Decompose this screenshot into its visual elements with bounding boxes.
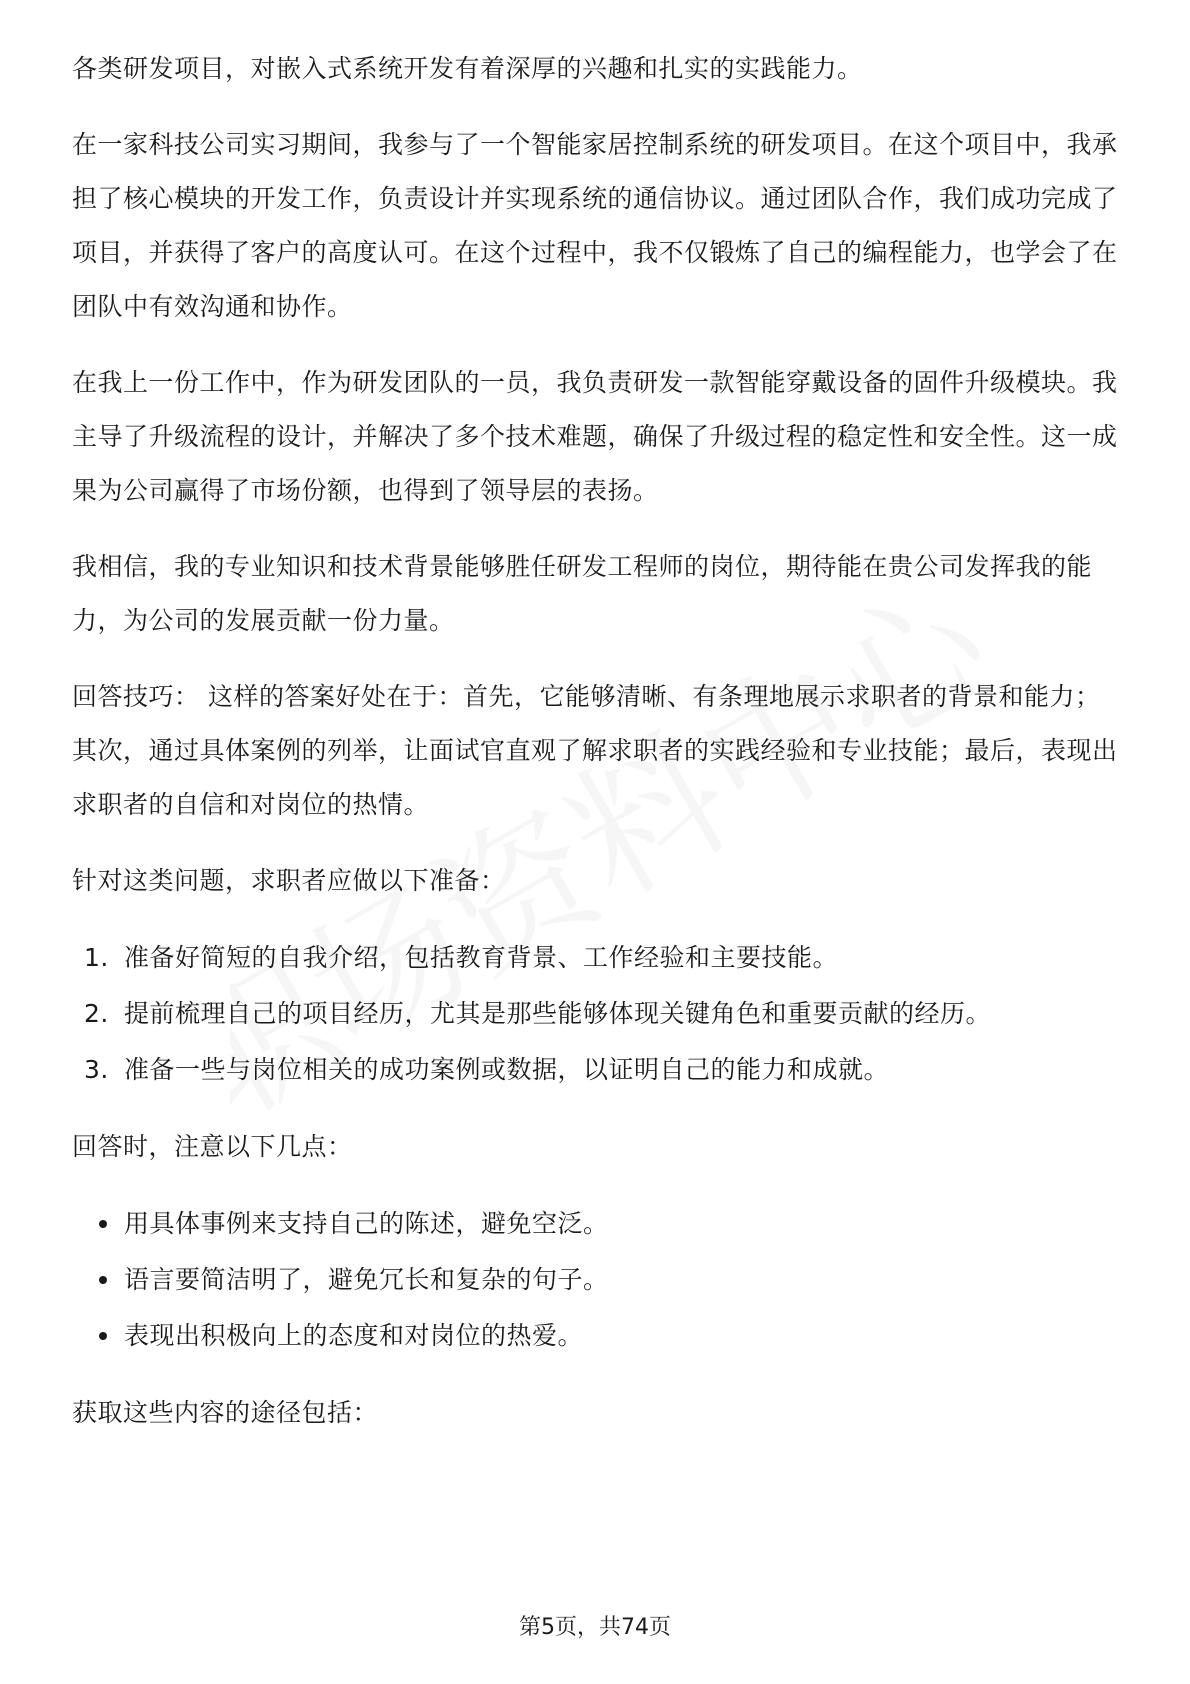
bullet-dot bbox=[99, 1220, 107, 1228]
list-item bbox=[72, 1196, 1122, 1252]
list-item-text: 用具体事例来支持自己的陈述，避免空泛。 bbox=[124, 1209, 609, 1238]
attention-list bbox=[72, 1196, 1122, 1364]
answer-tips-paragraph: 回答技巧： 这样的答案好处在于：首先，它能够清晰、有条理地展示求职者的背景和能力；其次，通过具体案例的列举，让面试官直观了解求职者的实践经验和专业技能；最后，表现出求职者的自信和对岗位的热情。 bbox=[72, 682, 1118, 819]
document-body bbox=[72, 42, 1122, 1462]
list-item-text: 提前梳理自己的项目经历，尤其是那些能够体现关键角色和重要贡献的经历。 bbox=[124, 999, 992, 1028]
preparation-list bbox=[72, 930, 1122, 1098]
list-item bbox=[72, 1042, 1122, 1098]
list-item bbox=[72, 1252, 1122, 1308]
bullet-dot bbox=[99, 1332, 107, 1340]
list-number: 3. bbox=[84, 1055, 109, 1084]
watermark-text: 职场资料中心 bbox=[230, 600, 990, 1157]
list-item bbox=[72, 986, 1122, 1042]
paragraph: 各类研发项目，对嵌入式系统开发有着深厚的兴趣和扎实的实践能力。 bbox=[72, 54, 863, 83]
paragraph: 我相信，我的专业知识和技术背景能够胜任研发工程师的岗位，期待能在贵公司发挥我的能力，为公司的发展贡献一份力量。 bbox=[72, 552, 1093, 635]
list-item-text: 表现出积极向上的态度和对岗位的热爱。 bbox=[124, 1321, 584, 1350]
list-item-text: 准备好简短的自我介绍，包括教育背景、工作经验和主要技能。 bbox=[124, 943, 839, 972]
list-number: 1. bbox=[84, 943, 109, 972]
list-item-text: 语言要简洁明了，避免冗长和复杂的句子。 bbox=[124, 1265, 609, 1294]
attention-heading: 回答时，注意以下几点： bbox=[72, 1132, 353, 1161]
paragraph: 在一家科技公司实习期间，我参与了一个智能家居控制系统的研发项目。在这个项目中，我承担了核心模块的开发工作，负责设计并实现系统的通信协议。通过团队合作，我们成功完成了项目，并获得了客户的高度认可。在这个过程中，我不仅锻炼了自己的编程能力，也学会了在团队中有效沟通和协作。 bbox=[72, 130, 1118, 321]
sources-heading: 获取这些内容的途径包括： bbox=[72, 1398, 379, 1427]
list-item bbox=[72, 930, 1122, 986]
list-item-text: 准备一些与岗位相关的成功案例或数据，以证明自己的能力和成就。 bbox=[124, 1055, 890, 1084]
page-number-footer: 第5页，共74页 bbox=[519, 1615, 671, 1640]
paragraph: 在我上一份工作中，作为研发团队的一员，我负责研发一款智能穿戴设备的固件升级模块。我主导了升级流程的设计，并解决了多个技术难题，确保了升级过程的稳定性和安全性。这一成果为公司赢得了市场份额，也得到了领导层的表扬。 bbox=[72, 368, 1118, 505]
list-number: 2. bbox=[84, 999, 109, 1028]
preparation-heading: 针对这类问题，求职者应做以下准备： bbox=[72, 866, 506, 895]
list-item bbox=[72, 1308, 1122, 1364]
bullet-dot bbox=[99, 1276, 107, 1284]
